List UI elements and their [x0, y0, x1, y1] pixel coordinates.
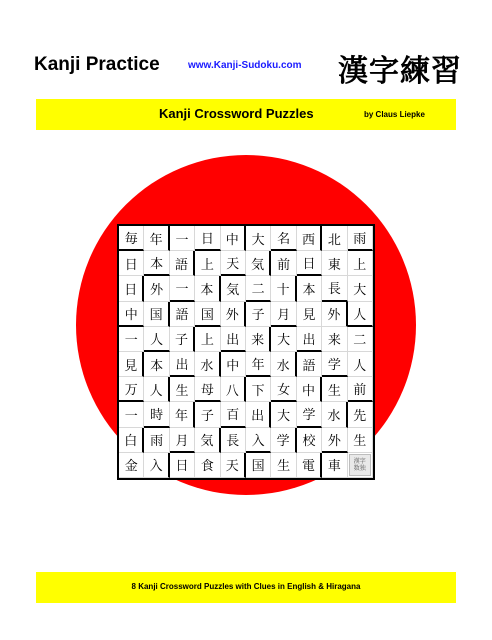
grid-cell-kanji: 生 — [277, 459, 291, 475]
grid-cell — [221, 402, 246, 427]
grid-cell — [348, 251, 373, 276]
grid-cell-kanji: 日 — [302, 257, 316, 273]
grid-cell-kanji: 生 — [327, 383, 341, 399]
grid-cell-kanji: 二 — [251, 282, 265, 298]
grid-cell — [195, 276, 220, 301]
grid-cell — [221, 453, 246, 478]
grid-cell-kanji: 前 — [277, 257, 291, 273]
grid-cell-kanji: 外 — [150, 282, 164, 298]
site-title: Kanji Practice — [34, 54, 160, 75]
grid-cell — [348, 453, 373, 478]
grid-cell-kanji: 人 — [353, 307, 367, 323]
grid-cell-kanji: 生 — [353, 434, 367, 450]
grid-cell — [144, 402, 169, 427]
grid-cell-kanji: 日 — [175, 459, 189, 475]
grid-cell — [297, 352, 322, 377]
grid-cell-kanji: 語 — [175, 308, 189, 324]
grid-cell — [297, 302, 322, 327]
site-url-link[interactable]: www.Kanji-Sudoku.com — [188, 60, 302, 71]
grid-cell-kanji: 入 — [251, 433, 265, 449]
grid-cell-kanji: 国 — [200, 307, 214, 323]
grid-cell-kanji: 一 — [124, 333, 138, 349]
grid-cell — [246, 453, 271, 478]
grid-cell — [246, 428, 271, 453]
grid-cell — [246, 327, 271, 352]
grid-cell-kanji: 国 — [149, 308, 163, 324]
grid-cell — [322, 276, 347, 301]
grid-cell-kanji: 大 — [251, 232, 265, 248]
grid-cell-kanji: 見 — [124, 358, 138, 374]
grid-cell-kanji: 来 — [251, 333, 265, 349]
kanji-sudoku-stamp-icon — [349, 454, 371, 476]
grid-cell-kanji: 女 — [277, 383, 291, 399]
grid-cell — [170, 402, 195, 427]
grid-cell — [322, 453, 347, 478]
grid-cell — [297, 276, 322, 301]
grid-cell — [322, 327, 347, 352]
grid-cell-kanji: 東 — [327, 257, 341, 273]
grid-cell-kanji: 出 — [226, 332, 240, 348]
grid-cell-kanji: 本 — [200, 282, 214, 298]
grid-cell — [322, 428, 347, 453]
grid-cell — [170, 276, 195, 301]
grid-cell — [271, 428, 296, 453]
kanji-title: 漢字練習 — [338, 54, 462, 89]
grid-cell-kanji: 前 — [353, 383, 367, 399]
grid-cell-kanji: 電 — [301, 459, 315, 475]
grid-cell — [144, 327, 169, 352]
grid-cell — [170, 377, 195, 402]
grid-cell-kanji: 百 — [226, 408, 240, 424]
grid-cell-kanji: 語 — [302, 358, 316, 374]
grid-cell-kanji: 出 — [251, 408, 265, 424]
grid-cell-kanji: 大 — [277, 408, 291, 424]
grid-cell — [170, 428, 195, 453]
grid-cell-kanji: 十 — [276, 282, 290, 298]
grid-cell-kanji: 子 — [174, 333, 188, 349]
grid-cell-kanji: 水 — [200, 358, 214, 374]
footer-text: 8 Kanji Crossword Puzzles with Clues in English & Hiragana — [131, 582, 361, 591]
grid-cell-kanji: 外 — [225, 308, 239, 324]
grid-cell-kanji: 八 — [225, 383, 239, 399]
grid-cell-kanji: 水 — [327, 408, 341, 424]
grid-cell — [119, 251, 144, 276]
grid-cell-kanji: 出 — [302, 332, 316, 348]
grid-cell-kanji: 人 — [149, 383, 163, 399]
grid-cell-kanji: 本 — [150, 257, 164, 273]
grid-cell — [271, 352, 296, 377]
grid-cell — [144, 428, 169, 453]
grid-cell-kanji: 北 — [327, 232, 341, 248]
grid-cell-kanji: 出 — [175, 358, 189, 374]
grid-cell — [271, 226, 296, 251]
grid-cell-kanji: 毎 — [124, 232, 138, 248]
grid-cell-kanji: 気 — [200, 434, 214, 450]
grid-cell — [297, 453, 322, 478]
grid-cell-kanji: 年 — [149, 232, 163, 248]
grid-cell — [246, 226, 271, 251]
grid-cell-kanji: 万 — [124, 383, 138, 399]
grid-cell-kanji: 生 — [175, 383, 189, 399]
grid-cell-kanji: 来 — [327, 333, 341, 349]
grid-cell — [170, 226, 195, 251]
grid-cell — [144, 302, 169, 327]
grid-cell — [271, 276, 296, 301]
grid-cell — [221, 276, 246, 301]
grid-cell-kanji: 一 — [175, 232, 189, 248]
grid-cell-kanji: 日 — [124, 257, 138, 273]
grid-cell-kanji: 気 — [226, 282, 240, 298]
grid-cell — [221, 226, 246, 251]
grid-cell-kanji: 人 — [150, 332, 164, 348]
grid-cell — [170, 327, 195, 352]
grid-cell — [271, 377, 296, 402]
grid-cell-kanji: 上 — [200, 257, 214, 273]
grid-cell-kanji: 気 — [251, 257, 265, 273]
grid-cell — [322, 251, 347, 276]
grid-cell — [195, 453, 220, 478]
grid-cell — [246, 402, 271, 427]
grid-cell-kanji: 母 — [200, 383, 214, 399]
grid-cell — [195, 251, 220, 276]
grid-cell-kanji: 天 — [226, 257, 240, 273]
grid-cell — [246, 251, 271, 276]
grid-cell — [322, 402, 347, 427]
grid-cell — [119, 377, 144, 402]
grid-cell-kanji: 本 — [302, 282, 316, 298]
grid-cell — [322, 226, 347, 251]
grid-cell — [144, 377, 169, 402]
grid-cell-kanji: 月 — [175, 433, 189, 449]
stamp-line-2: 数独 — [353, 464, 366, 472]
grid-cell-kanji: 校 — [302, 434, 316, 450]
grid-cell — [195, 302, 220, 327]
grid-cell — [119, 428, 144, 453]
grid-cell-kanji: 大 — [353, 282, 367, 298]
grid-cell — [144, 453, 169, 478]
grid-cell-kanji: 学 — [276, 434, 290, 450]
grid-cell — [119, 402, 144, 427]
grid-cell — [271, 402, 296, 427]
grid-cell — [119, 327, 144, 352]
grid-cell-kanji: 人 — [353, 358, 367, 374]
grid-cell — [348, 276, 373, 301]
grid-cell — [119, 276, 144, 301]
grid-cell-kanji: 月 — [277, 307, 291, 323]
grid-cell — [271, 327, 296, 352]
grid-cell-kanji: 一 — [124, 408, 138, 424]
grid-cell — [297, 428, 322, 453]
grid-cell-kanji: 下 — [251, 383, 265, 399]
grid-cell — [246, 302, 271, 327]
grid-cell — [119, 302, 144, 327]
grid-cell — [348, 377, 373, 402]
grid-cell-kanji: 子 — [251, 308, 265, 324]
grid-cell — [322, 352, 347, 377]
grid-cell-kanji: 日 — [124, 282, 138, 298]
grid-cell-kanji: 中 — [225, 232, 239, 248]
grid-cell — [144, 276, 169, 301]
grid-cell-kanji: 外 — [327, 433, 341, 449]
grid-cell — [271, 302, 296, 327]
kanji-crossword-grid — [117, 224, 375, 480]
grid-cell — [195, 226, 220, 251]
grid-cell-kanji: 学 — [327, 358, 341, 374]
grid-cell — [195, 377, 220, 402]
grid-cell-kanji: 雨 — [353, 232, 367, 248]
grid-cell-kanji: 入 — [149, 459, 163, 475]
grid-cell-kanji: 二 — [353, 333, 367, 349]
grid-cell — [221, 327, 246, 352]
grid-cell — [246, 352, 271, 377]
grid-cell — [221, 302, 246, 327]
grid-cell-kanji: 学 — [302, 408, 316, 424]
grid-cell — [221, 428, 246, 453]
grid-cell — [144, 251, 169, 276]
grid-cell — [297, 251, 322, 276]
grid-cell — [170, 302, 195, 327]
grid-cell — [221, 352, 246, 377]
grid-cell-kanji: 一 — [175, 282, 189, 298]
grid-cell-kanji: 上 — [200, 333, 214, 349]
grid-cell-kanji: 見 — [302, 308, 316, 324]
grid-cell — [221, 251, 246, 276]
grid-cell-kanji: 先 — [353, 408, 367, 424]
grid-cell-kanji: 中 — [124, 307, 138, 323]
grid-cell — [195, 327, 220, 352]
grid-cell-kanji: 年 — [251, 358, 265, 374]
grid-cell — [170, 453, 195, 478]
grid-cell-kanji: 中 — [226, 358, 240, 374]
grid-cell-kanji: 金 — [124, 459, 138, 475]
grid-cell — [348, 327, 373, 352]
grid-cell-kanji: 名 — [277, 232, 291, 248]
grid-cell — [297, 377, 322, 402]
banner-author: by Claus Liepke — [364, 110, 425, 119]
grid-cell — [297, 226, 322, 251]
grid-cell — [322, 377, 347, 402]
grid-cell — [119, 352, 144, 377]
grid-cell — [271, 453, 296, 478]
grid-cell — [195, 428, 220, 453]
grid-cell — [170, 251, 195, 276]
banner-title: Kanji Crossword Puzzles — [159, 106, 314, 121]
grid-cell — [246, 377, 271, 402]
grid-cell-kanji: 時 — [150, 408, 164, 424]
grid-cell — [195, 352, 220, 377]
grid-cell — [144, 226, 169, 251]
grid-cell — [348, 402, 373, 427]
grid-cell — [119, 226, 144, 251]
grid-cell-kanji: 中 — [301, 383, 315, 399]
grid-cell-kanji: 本 — [150, 358, 164, 374]
grid-cell-kanji: 車 — [327, 459, 341, 475]
grid-cell — [297, 327, 322, 352]
grid-cell-kanji: 水 — [276, 358, 290, 374]
grid-cell — [348, 302, 373, 327]
grid-cell — [246, 276, 271, 301]
grid-cell — [348, 428, 373, 453]
grid-cell-kanji: 日 — [200, 232, 214, 248]
grid-cell-kanji: 語 — [174, 257, 188, 273]
grid-cell-kanji: 上 — [353, 257, 367, 273]
grid-cell-kanji: 長 — [327, 282, 341, 298]
title-banner — [36, 99, 456, 130]
grid-cell — [348, 226, 373, 251]
grid-cell-kanji: 西 — [301, 232, 315, 248]
grid-cell — [297, 402, 322, 427]
grid-cell-kanji: 大 — [277, 333, 291, 349]
grid-cell — [144, 352, 169, 377]
grid-cell — [119, 453, 144, 478]
stamp-line-1: 漢字 — [353, 457, 366, 465]
grid-cell-kanji: 食 — [200, 459, 214, 475]
grid-cell-kanji: 雨 — [150, 434, 164, 450]
grid-cell — [195, 402, 220, 427]
grid-cell — [348, 352, 373, 377]
grid-cell-kanji: 国 — [251, 459, 265, 475]
grid-cell-kanji: 天 — [225, 459, 239, 475]
grid-cell — [221, 377, 246, 402]
grid-cell — [271, 251, 296, 276]
grid-cell-kanji: 長 — [226, 434, 240, 450]
grid-cell-kanji: 年 — [174, 408, 188, 424]
footer-banner — [36, 572, 456, 603]
grid-cell — [170, 352, 195, 377]
grid-cell — [322, 302, 347, 327]
grid-cell-kanji: 外 — [327, 308, 341, 324]
grid-cell-kanji: 子 — [200, 408, 214, 424]
grid-cell-kanji: 白 — [124, 434, 138, 450]
